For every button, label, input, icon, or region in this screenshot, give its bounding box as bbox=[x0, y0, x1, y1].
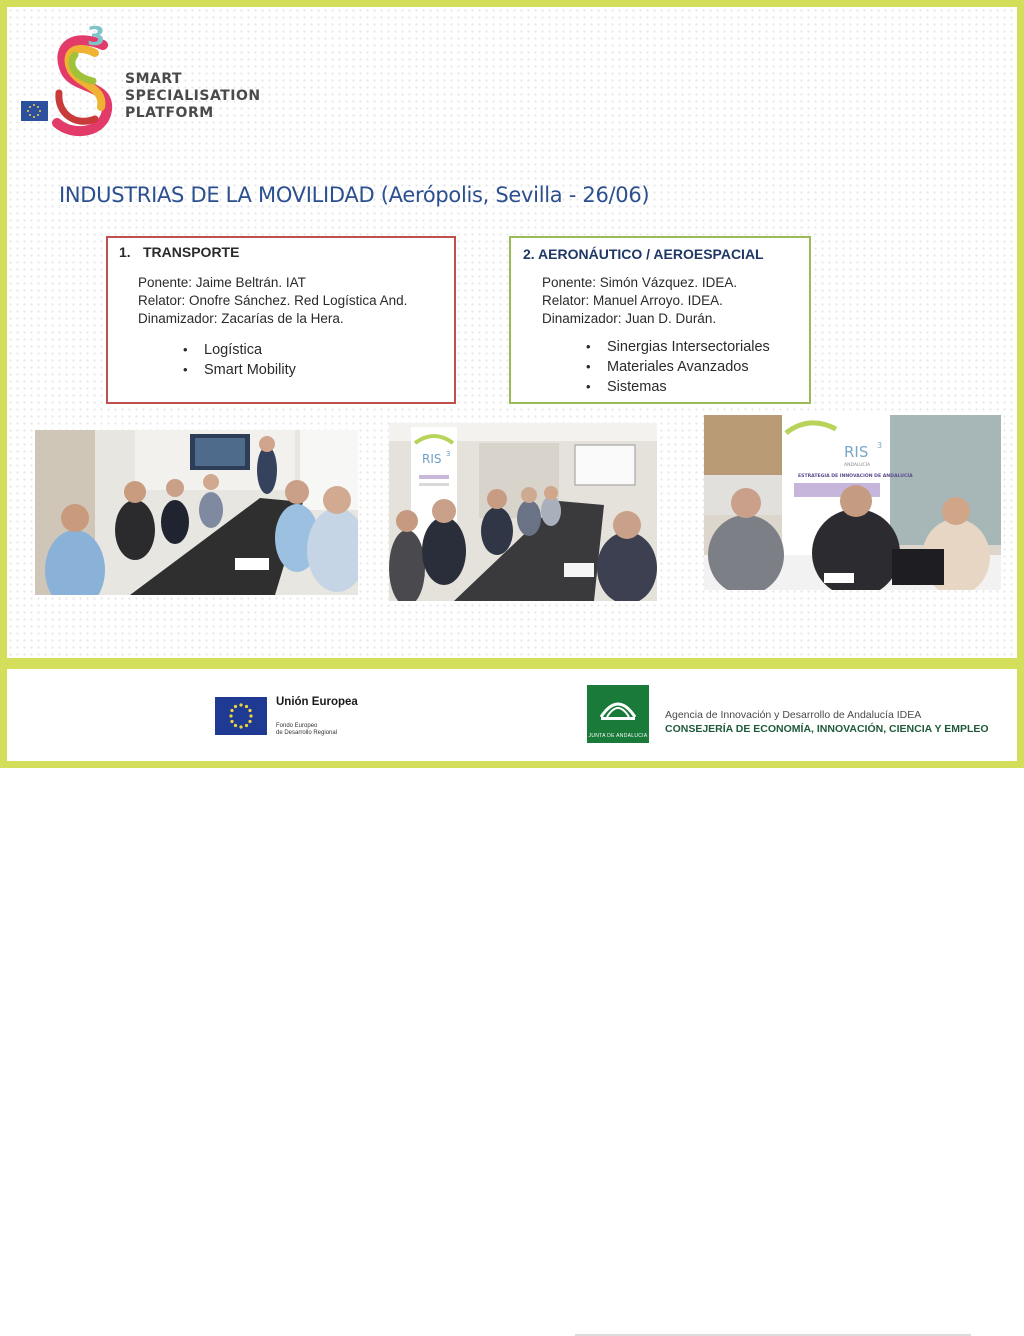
card-people bbox=[138, 274, 407, 328]
eu-subtitle-line-2: de Desarrollo Regional bbox=[276, 730, 338, 736]
banner-text: RIS bbox=[422, 452, 442, 466]
card-number: 1. bbox=[119, 244, 131, 260]
s3-logo-mark-icon bbox=[15, 15, 125, 140]
junta-emblem-icon bbox=[587, 685, 649, 729]
eu-subtitle-line-1: Fondo Europeo bbox=[276, 723, 318, 729]
card-people bbox=[542, 274, 737, 328]
aeronautico-card bbox=[509, 236, 811, 404]
banner-text: RIS bbox=[844, 443, 869, 461]
topic-list bbox=[183, 340, 296, 380]
dinamizador-line: Dinamizador: Zacarías de la Hera. bbox=[138, 311, 344, 326]
meeting-photo-1 bbox=[35, 430, 358, 595]
eu-subtitle bbox=[276, 723, 337, 737]
logo-digit: 3 bbox=[87, 22, 106, 52]
relator-line: Relator: Manuel Arroyo. IDEA. bbox=[542, 293, 723, 308]
topic-list bbox=[586, 337, 770, 397]
ponente-line: Ponente: Jaime Beltrán. IAT bbox=[138, 275, 306, 290]
logo-line-3: PLATFORM bbox=[125, 105, 214, 121]
junta-label: JUNTA DE ANDALUCIA bbox=[588, 733, 648, 739]
list-item: • Materiales Avanzados bbox=[586, 357, 770, 377]
list-item: • Sinergias Intersectoriales bbox=[586, 337, 770, 357]
card-title: 2. AERONÁUTICO / AEROESPACIAL bbox=[523, 246, 764, 262]
banner-region: ANDALUCÍA bbox=[844, 463, 871, 468]
page-title: INDUSTRIAS DE LA MOVILIDAD (Aerópolis, Sevilla - 26/06) bbox=[59, 183, 650, 207]
logo-text bbox=[125, 71, 261, 122]
list-item: • Logística bbox=[183, 340, 296, 360]
meeting-photo-2 bbox=[389, 423, 657, 601]
logo-line-2: SPECIALISATION bbox=[125, 88, 261, 104]
list-item: • Sistemas bbox=[586, 377, 770, 397]
relator-line: Relator: Onofre Sánchez. Red Logística And. bbox=[138, 293, 408, 308]
card-title-text: TRANSPORTE bbox=[143, 244, 240, 260]
card-title bbox=[119, 244, 239, 260]
eu-flag-icon bbox=[215, 697, 267, 735]
list-item: • Smart Mobility bbox=[183, 360, 296, 380]
smart-specialisation-logo bbox=[15, 15, 261, 140]
footer-band bbox=[7, 658, 1017, 669]
logo-line-1: SMART bbox=[125, 71, 183, 87]
banner-superscript: 3 bbox=[877, 441, 883, 450]
banner-strategy-text: ESTRATEGIA DE INNOVACIÓN DE ANDALUCÍA bbox=[798, 474, 913, 479]
banner-superscript: 3 bbox=[446, 450, 451, 458]
junta-andalucia-logo bbox=[587, 685, 649, 743]
ponente-line: Ponente: Simón Vázquez. IDEA. bbox=[542, 275, 738, 290]
agency-name: Agencia de Innovación y Desarrollo de Andalucía IDEA bbox=[665, 709, 922, 721]
eu-title: Unión Europea bbox=[276, 696, 358, 708]
dinamizador-line: Dinamizador: Juan D. Durán. bbox=[542, 311, 717, 326]
transporte-card bbox=[106, 236, 456, 404]
consejeria-name: CONSEJERÍA DE ECONOMÍA, INNOVACIÓN, CIENCIA Y EMPLEO bbox=[665, 723, 989, 735]
meeting-photo-3 bbox=[704, 415, 1001, 590]
